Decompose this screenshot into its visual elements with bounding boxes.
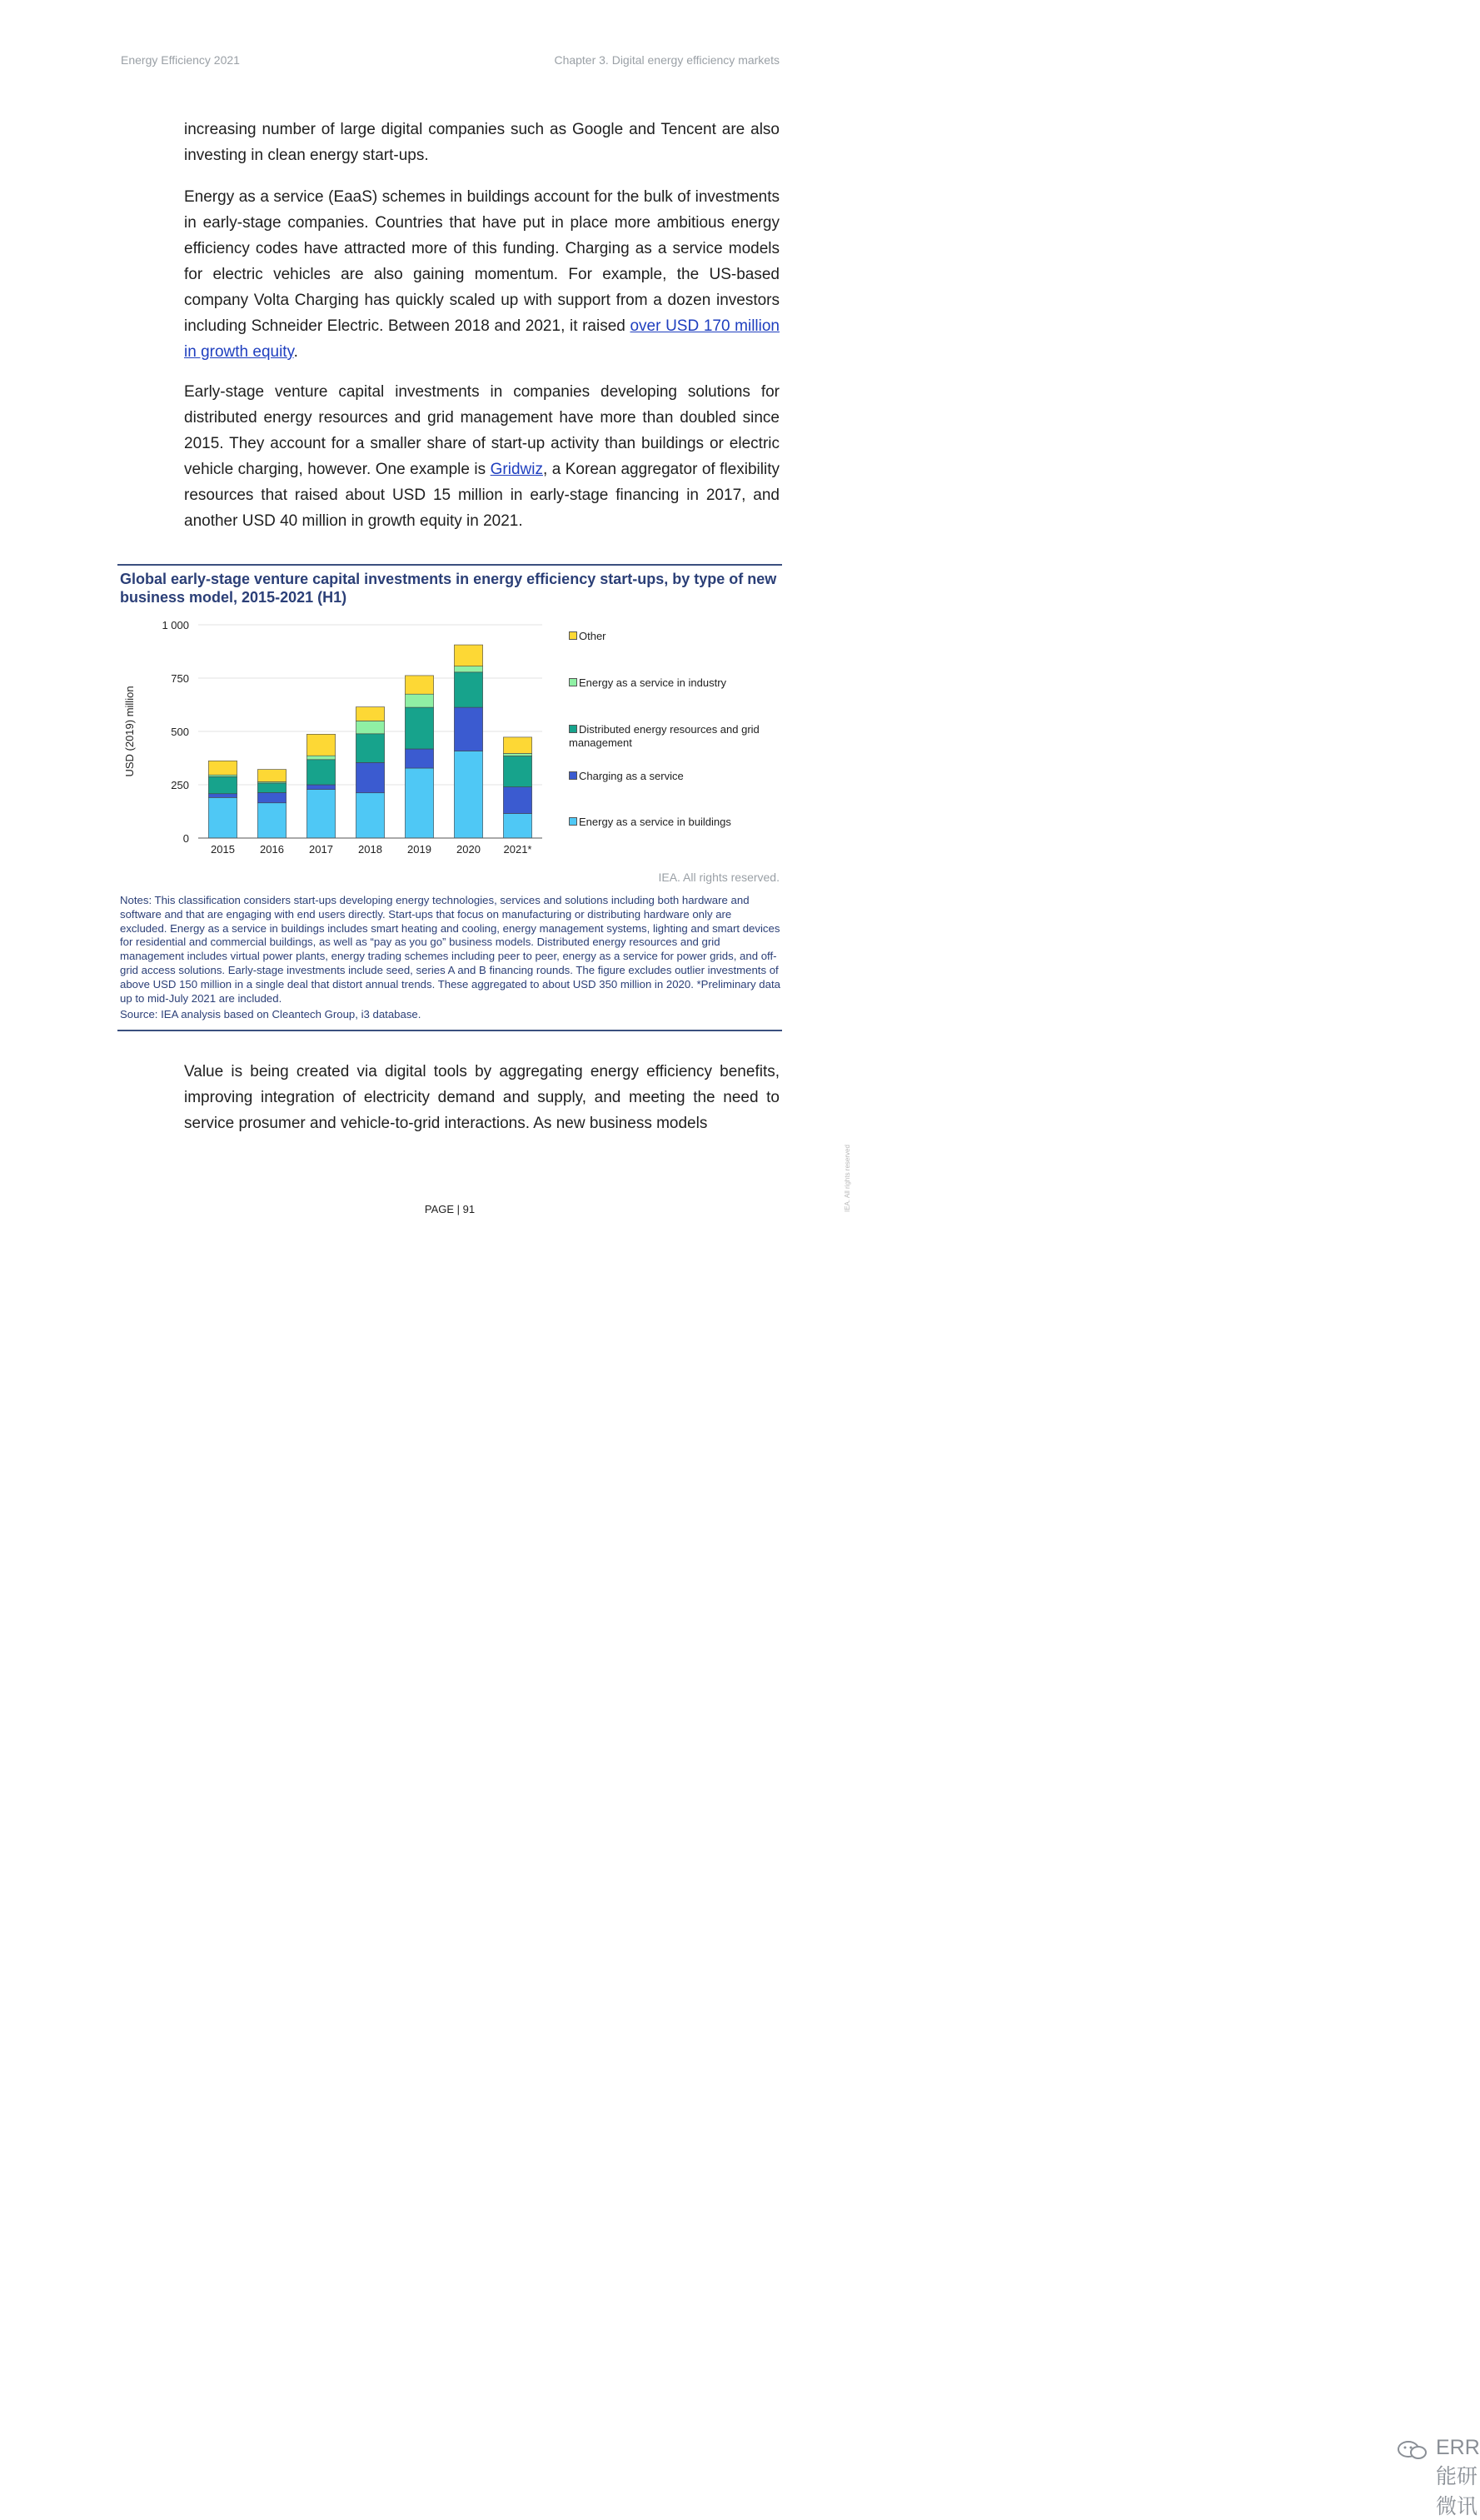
bar-segment-3 [306,756,335,760]
legend-swatch-eaas-industry [569,678,577,686]
legend-label-eaas-industry: Energy as a service in industry [579,676,727,689]
figure-top-rule [117,564,782,566]
legend-swatch-other [569,631,577,640]
bar-segment-0 [257,803,286,838]
bar-segment-4 [208,761,237,775]
x-tick-label: 2016 [260,843,284,856]
bar-segment-2 [306,760,335,785]
legend-swatch-eaas-buildings [569,817,577,826]
legend-item-eaas-industry [569,676,777,690]
paragraph-1 [184,117,780,168]
bar-segment-0 [208,797,237,838]
side-rights-note: IEA. All rights reserved [844,1145,851,1212]
paragraph-2 [184,184,780,365]
legend-item-eaas-buildings [569,816,777,829]
bar-segment-4 [405,676,433,694]
x-tick-label: 2020 [456,843,481,856]
bar-segment-1 [405,749,433,768]
paragraph-2-text: Energy as a service (EaaS) schemes in buildings account for the bulk of investments in early-stage companies. Countries that have put in place more ambitious energy efficiency codes have attracted more of this funding. Charging as a service models for electric vehicles are also gaining momentum. For example, the US-based company Volta Charging has quickly scaled up with support from a dozen investors including Schneider Electric. Between 2018 and 2021, it raised [184,188,780,335]
bar-segment-4 [306,734,335,756]
figure-rights: IEA. All rights reserved. [658,871,780,884]
bar-segment-4 [454,645,482,666]
bar-segment-1 [356,762,384,792]
legend-swatch-der-grid [569,725,577,733]
legend-item-charging [569,770,777,783]
figure-source: Source: IEA analysis based on Cleantech Group, i3 database. [120,1008,421,1020]
figure-title: Global early-stage venture capital investments in energy efficiency start-ups, by type of new business model, 2015-2021 (H1) [120,571,777,606]
bar-segment-2 [208,776,237,793]
y-tick-label: 500 [171,726,189,738]
gridwiz-link[interactable]: Gridwiz [490,461,543,478]
wechat-icon [1396,2439,1429,2461]
paragraph-2-end: . [293,343,298,361]
running-header-left: Energy Efficiency 2021 [121,53,240,67]
bar-segment-0 [454,751,482,838]
paragraph-3-text: Early-stage venture capital investments in companies developing solutions for distributed energy resources and grid management have more than doubled since 2015. They account for a smaller share of start-up activity than buildings or electric vehicle charging, however. One example is [184,383,780,478]
bar-segment-4 [503,737,531,753]
bar-segment-1 [257,792,286,802]
y-axis-label: USD (2019) million [123,686,136,777]
paragraph-4 [184,1059,780,1136]
bar-segment-0 [503,814,531,838]
legend-label-eaas-buildings: Energy as a service in buildings [579,816,731,828]
x-tick-label: 2019 [407,843,431,856]
watermark-text: ERR能研微讯 [1436,2436,1480,2518]
bar-segment-2 [257,783,286,793]
legend-swatch-charging [569,771,577,780]
bar-segment-4 [257,770,286,782]
bar-segment-0 [356,793,384,838]
legend-label-other: Other [579,630,606,642]
paragraph-3 [184,379,780,534]
figure-bottom-rule [117,1030,782,1031]
y-tick-label: 250 [171,779,189,791]
y-tick-label: 0 [182,832,189,845]
figure-notes: Notes: This classification considers start-ups developing energy technologies, services and solutions including both hardware and software and that are engaging with end users directly. Start-ups that focus on manufacturing or distributing hardware only are excluded. Energy as a service in buildings includes smart heating and cooling, energy management systems, lighting and smart devices for residential and commercial buildings, as well as “pay as you go” business models. Distributed energy resources and grid management includes virtual power plants, energy trading schemes including peer to peer, energy as a service for power grids, and off-grid access solutions. Early-stage investments include seed, series A and B financing rounds. The figure excludes outlier investments of above USD 150 million in a single deal that distort annual trends. These aggregated to about USD 350 million in 2020. *Preliminary data up to mid-July 2021 are included. [120,894,780,1005]
paragraph-4-text: Value is being created via digital tools by aggregating energy efficiency benefits, improving integration of electricity demand and supply, and meeting the need to service prosumer and vehicle-to-grid interactions. As new business models [184,1063,780,1132]
bar-segment-3 [356,721,384,733]
bar-segment-3 [503,753,531,756]
page-number: PAGE | 91 [424,1203,476,1215]
y-tick-label: 750 [171,672,189,685]
x-tick-label: 2018 [358,843,382,856]
bar-segment-2 [356,734,384,763]
bar-segment-0 [405,768,433,838]
stacked-bar-chart [117,612,551,862]
x-tick-label: 2015 [211,843,235,856]
bar-segment-2 [454,672,482,707]
x-tick-label: 2017 [309,843,333,856]
legend-label-der-grid: Distributed energy resources and grid management [569,723,760,749]
running-header-right: Chapter 3. Digital energy efficiency markets [554,53,780,67]
bar-segment-0 [306,790,335,838]
paragraph-1-text: increasing number of large digital companies such as Google and Tencent are also investing in clean energy start-ups. [184,121,780,164]
x-tick-label: 2021* [503,843,532,856]
bar-segment-3 [454,666,482,672]
legend-item-other [569,630,777,643]
bar-segment-3 [405,694,433,707]
legend-item-der-grid [569,723,777,750]
bar-segment-1 [208,794,237,798]
bar-segment-1 [454,707,482,751]
bar-segment-1 [503,787,531,814]
bar-segment-1 [306,785,335,790]
bar-segment-3 [208,775,237,776]
legend-label-charging: Charging as a service [579,770,684,782]
bar-segment-4 [356,707,384,721]
bar-segment-2 [405,707,433,749]
bar-segment-2 [503,756,531,786]
y-tick-label: 1 000 [162,619,189,631]
paragraph-3-end: , a Korean aggregator of flexibility resources that raised about USD 15 million in early-stage financing in 2017, and another USD 40 million in growth equity in 2021. [184,461,780,530]
growth-equity-link[interactable]: over USD 170 million in growth equity [184,317,780,361]
